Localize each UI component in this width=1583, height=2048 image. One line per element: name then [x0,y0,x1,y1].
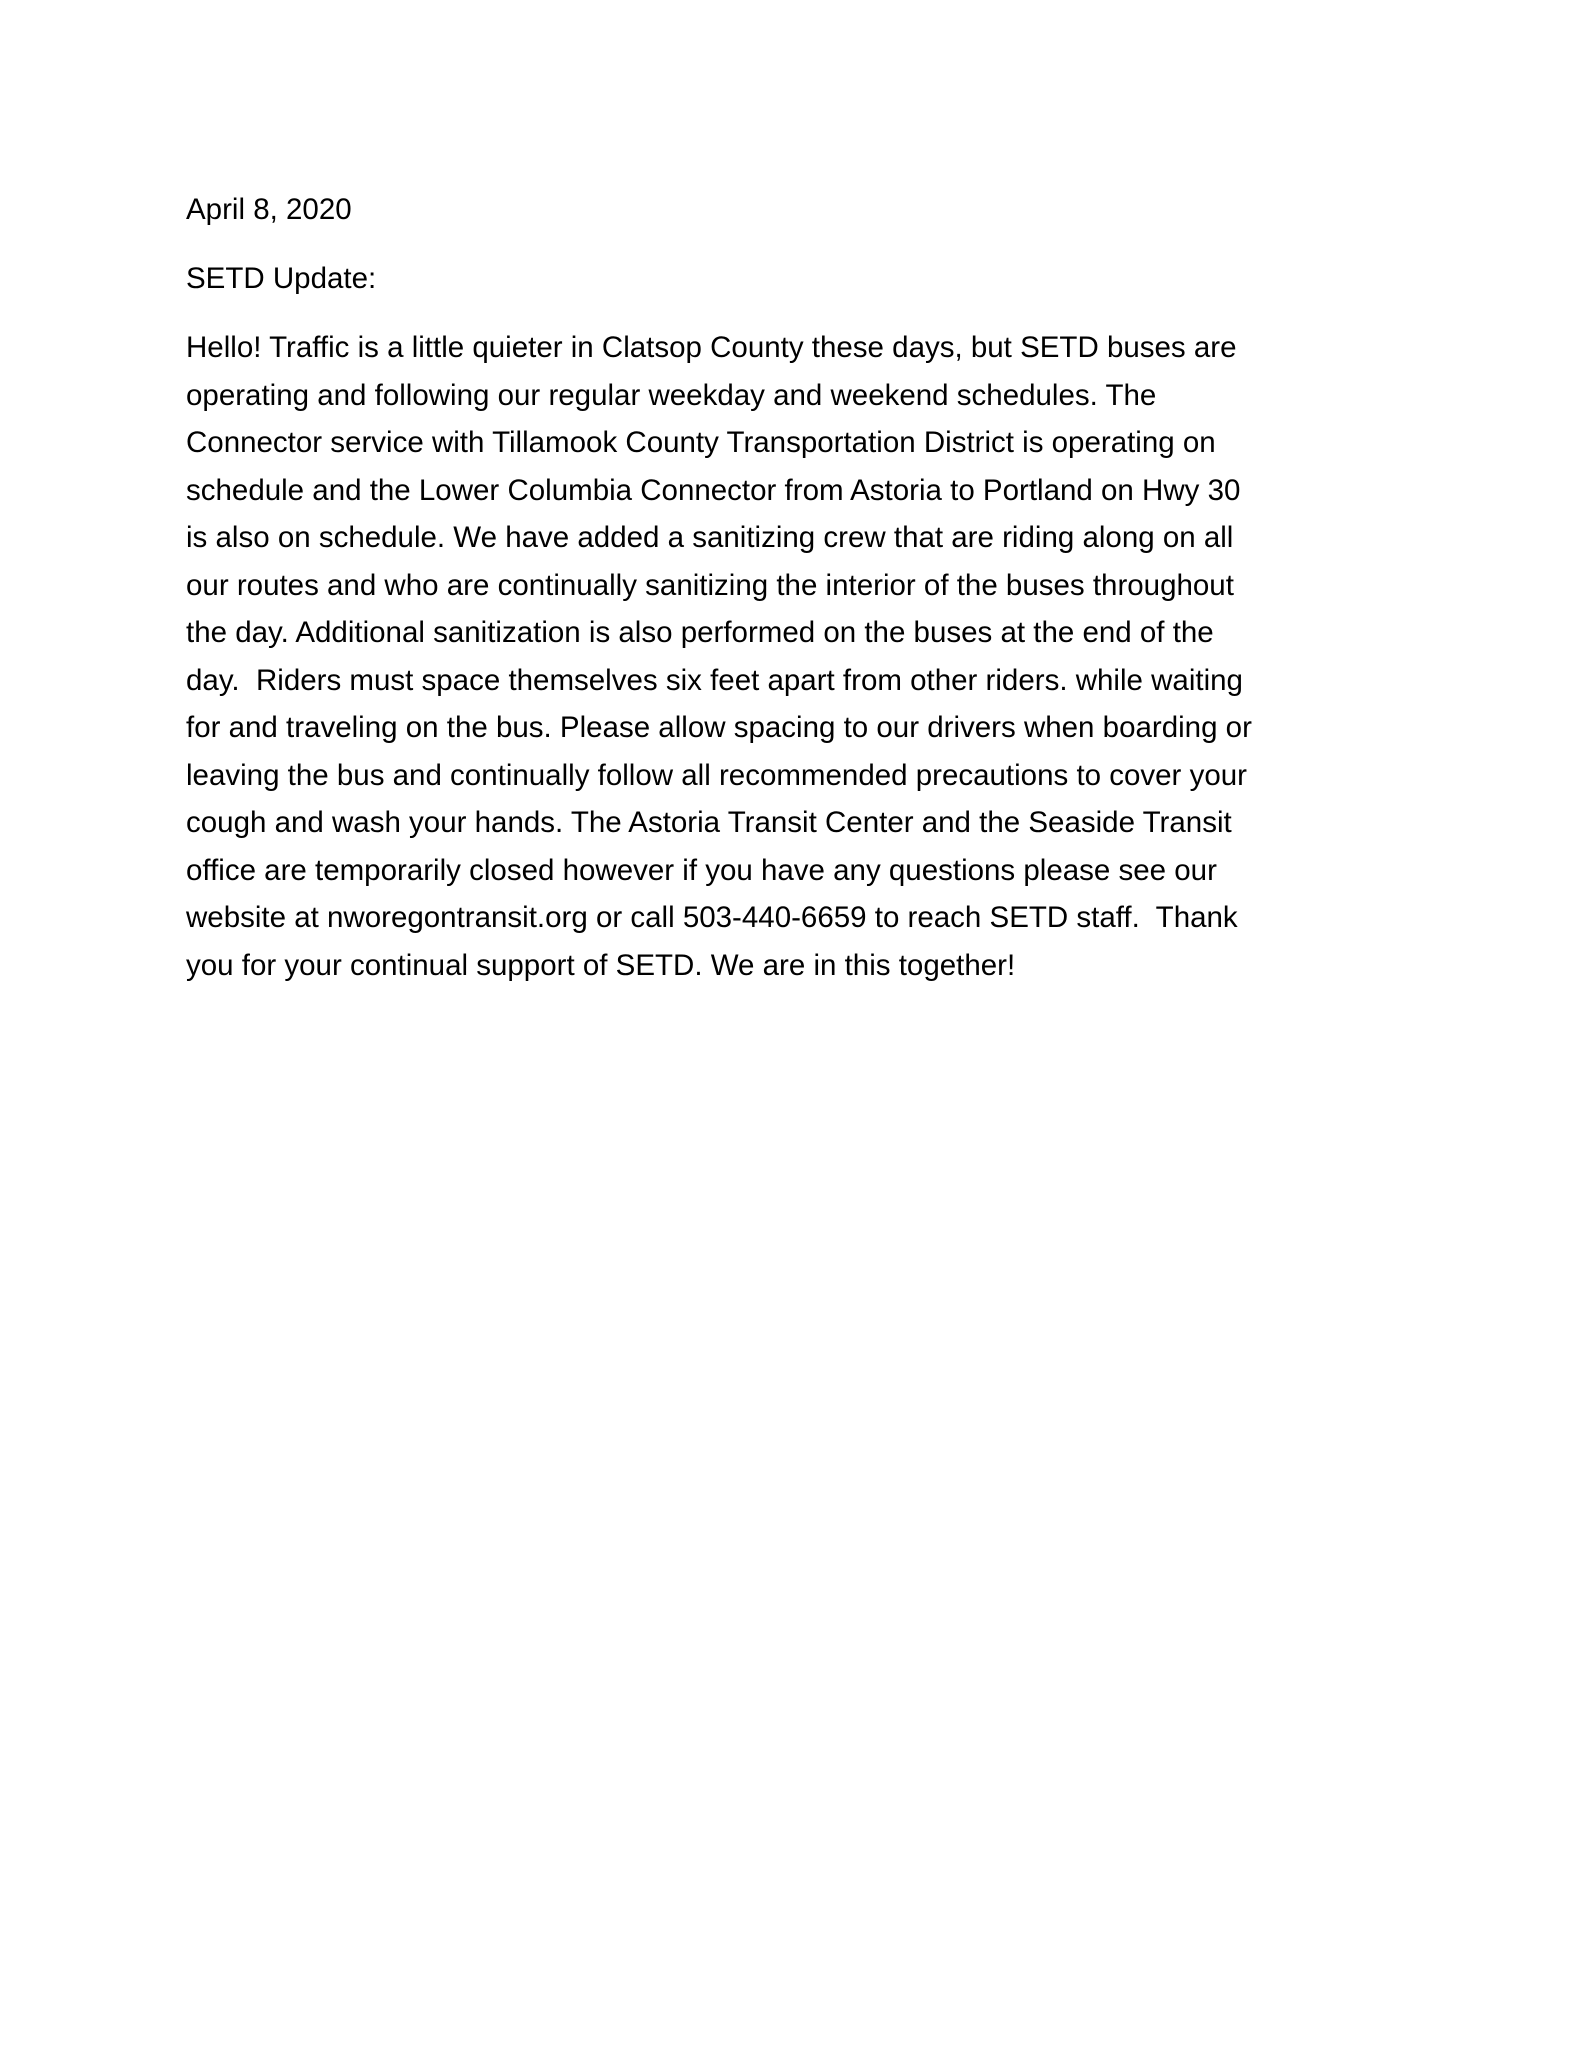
body-line: Hello! Traffic is a little quieter in Clatsop County these days, but SETD buses are [186,331,1237,364]
body-line: cough and wash your hands. The Astoria Transit Center and the Seaside Transit [186,806,1232,839]
letter-subject: SETD Update: [186,262,377,295]
letter-content [186,186,1416,989]
body-line: Connector service with Tillamook County Transportation District is operating on [186,426,1216,459]
body-line: leaving the bus and continually follow all recommended precautions to cover your [186,758,1247,792]
body-line: the day. Additional sanitization is also performed on the buses at the end of the [186,616,1214,649]
body-line: our routes and who are continually sanitizing the interior of the buses throughout [186,568,1234,602]
letter-body [186,324,1416,989]
body-line: operating and following our regular weekday and weekend schedules. The [186,378,1157,412]
body-line: is also on schedule. We have added a sanitizing crew that are riding along on all [186,521,1234,554]
body-line: you for your continual support of SETD. We are in this together! [186,948,1016,982]
body-line: schedule and the Lower Columbia Connector from Astoria to Portland on Hwy 30 [186,473,1241,507]
body-line: day. Riders must space themselves six feet apart from other riders. while waiting [186,663,1243,697]
body-line: for and traveling on the bus. Please allow spacing to our drivers when boarding or [186,711,1252,744]
letter-date: April 8, 2020 [186,193,352,226]
body-line: office are temporarily closed however if you have any questions please see our [186,853,1217,887]
body-line: website at nworegontransit.org or call 503-440-6659 to reach SETD staff. Thank [186,901,1238,934]
